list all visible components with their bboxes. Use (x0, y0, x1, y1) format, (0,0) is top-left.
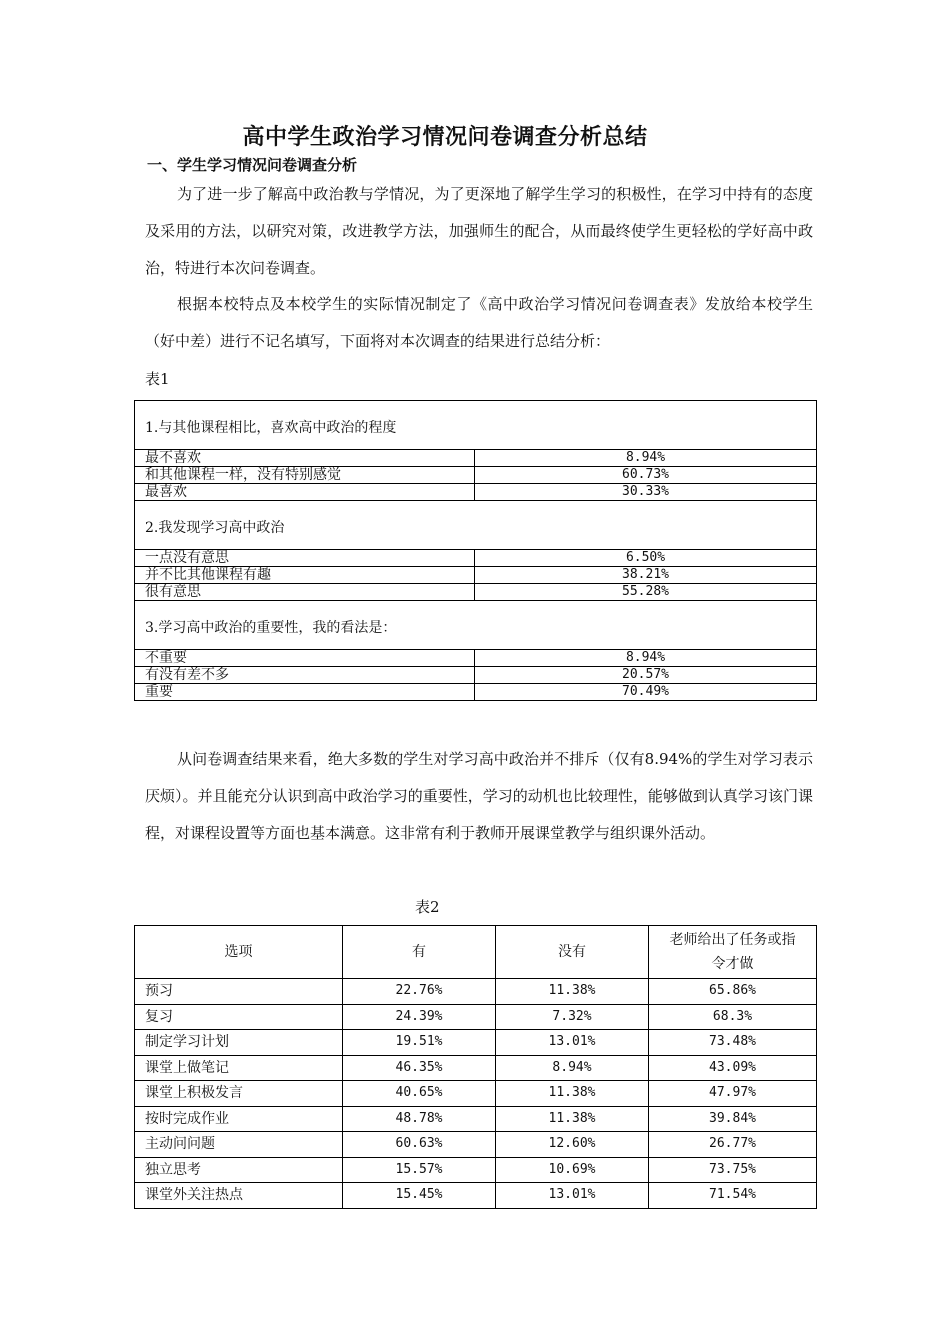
cell-value: 39.84% (649, 1106, 817, 1132)
column-header: 选项 (135, 926, 343, 979)
cell-value: 43.09% (649, 1055, 817, 1081)
cell-value: 46.35% (343, 1055, 496, 1081)
option-value: 8.94% (475, 450, 817, 467)
question-row (135, 501, 817, 550)
option-label: 和其他课程一样，没有特别感觉 (135, 467, 475, 484)
cell-value: 13.01% (496, 1183, 649, 1209)
item-label: 复习 (135, 1004, 343, 1030)
analysis-paragraph: 从问卷调查结果来看，绝大多数的学生对学习高中政治并不排斥（仅有8.94%的学生对学习表示厌烦）。并且能充分认识到高中政治学习的重要性，学习的动机也比较理性，能够做到认真学习该门课程，对课程设置等方面也基本满意。这非常有利于教师开展课堂教学与组织课外活动。 (145, 750, 813, 842)
option-row (135, 550, 817, 567)
table-row (135, 1081, 817, 1107)
option-row (135, 584, 817, 601)
cell-value: 11.38% (496, 1106, 649, 1132)
cell-value: 7.32% (496, 1004, 649, 1030)
cell-value: 15.57% (343, 1157, 496, 1183)
cell-value: 60.63% (343, 1132, 496, 1158)
option-value: 60.73% (475, 467, 817, 484)
survey-table-2 (134, 925, 817, 1209)
option-value: 55.28% (475, 584, 817, 601)
question-row (135, 601, 817, 650)
cell-value: 26.77% (649, 1132, 817, 1158)
cell-value: 19.51% (343, 1030, 496, 1056)
option-label: 很有意思 (135, 584, 475, 601)
intro-paragraph-2: 根据本校特点及本校学生的实际情况制定了《高中政治学习情况问卷调查表》发放给本校学生（好中差）进行不记名填写，下面将对本次调查的结果进行总结分析： (145, 295, 813, 350)
cell-value: 8.94% (496, 1055, 649, 1081)
option-label: 最不喜欢 (135, 450, 475, 467)
table-row (135, 1055, 817, 1081)
table2-caption: 表2 (415, 898, 440, 916)
option-row (135, 484, 817, 501)
intro-paragraph-1: 为了进一步了解高中政治教与学情况，为了更深地了解学生学习的积极性，在学习中持有的态度及采用的方法，以研究对策，改进教学方法，加强师生的配合，从而最终使学生更轻松的学好高中政治，特进行本次问卷调查。 (145, 185, 813, 277)
option-value: 6.50% (475, 550, 817, 567)
table-row (135, 1132, 817, 1158)
item-label: 课堂上积极发言 (135, 1081, 343, 1107)
item-label: 课堂外关注热点 (135, 1183, 343, 1209)
section-heading: 一、学生学习情况问卷调查分析 (147, 156, 358, 174)
option-value: 8.94% (475, 650, 817, 667)
column-header: 有 (343, 926, 496, 979)
cell-value: 71.54% (649, 1183, 817, 1209)
table-row (135, 1157, 817, 1183)
option-label: 重要 (135, 684, 475, 701)
cell-value: 40.65% (343, 1081, 496, 1107)
option-row (135, 684, 817, 701)
cell-value: 11.38% (496, 1081, 649, 1107)
table-row (135, 979, 817, 1005)
option-value: 38.21% (475, 567, 817, 584)
item-label: 独立思考 (135, 1157, 343, 1183)
question-text: 3.学习高中政治的重要性，我的看法是： (135, 601, 817, 650)
cell-value: 13.01% (496, 1030, 649, 1056)
table-header-row (135, 926, 817, 979)
page-title: 高中学生政治学习情况问卷调查分析总结 (242, 125, 648, 150)
option-row (135, 450, 817, 467)
cell-value: 24.39% (343, 1004, 496, 1030)
option-value: 70.49% (475, 684, 817, 701)
item-label: 制定学习计划 (135, 1030, 343, 1056)
table-row (135, 1106, 817, 1132)
cell-value: 65.86% (649, 979, 817, 1005)
cell-value: 11.38% (496, 979, 649, 1005)
table-row (135, 1030, 817, 1056)
cell-value: 22.76% (343, 979, 496, 1005)
question-text: 1.与其他课程相比，喜欢高中政治的程度 (135, 401, 817, 450)
option-value: 30.33% (475, 484, 817, 501)
option-row (135, 567, 817, 584)
cell-value: 12.60% (496, 1132, 649, 1158)
table1-caption: 表1 (145, 370, 170, 388)
option-label: 有没有差不多 (135, 667, 475, 684)
column-header: 没有 (496, 926, 649, 979)
option-row (135, 467, 817, 484)
table-row (135, 1004, 817, 1030)
cell-value: 10.69% (496, 1157, 649, 1183)
table-row (135, 1183, 817, 1209)
question-text: 2.我发现学习高中政治 (135, 501, 817, 550)
cell-value: 68.3% (649, 1004, 817, 1030)
survey-table-1 (134, 400, 817, 701)
item-label: 主动问问题 (135, 1132, 343, 1158)
cell-value: 47.97% (649, 1081, 817, 1107)
option-label: 不重要 (135, 650, 475, 667)
option-label: 最喜欢 (135, 484, 475, 501)
cell-value: 73.75% (649, 1157, 817, 1183)
cell-value: 15.45% (343, 1183, 496, 1209)
option-row (135, 667, 817, 684)
option-value: 20.57% (475, 667, 817, 684)
option-label: 一点没有意思 (135, 550, 475, 567)
cell-value: 73.48% (649, 1030, 817, 1056)
column-header: 老师给出了任务或指令才做 (649, 926, 817, 979)
cell-value: 48.78% (343, 1106, 496, 1132)
item-label: 预习 (135, 979, 343, 1005)
item-label: 课堂上做笔记 (135, 1055, 343, 1081)
question-row (135, 401, 817, 450)
option-row (135, 650, 817, 667)
item-label: 按时完成作业 (135, 1106, 343, 1132)
option-label: 并不比其他课程有趣 (135, 567, 475, 584)
